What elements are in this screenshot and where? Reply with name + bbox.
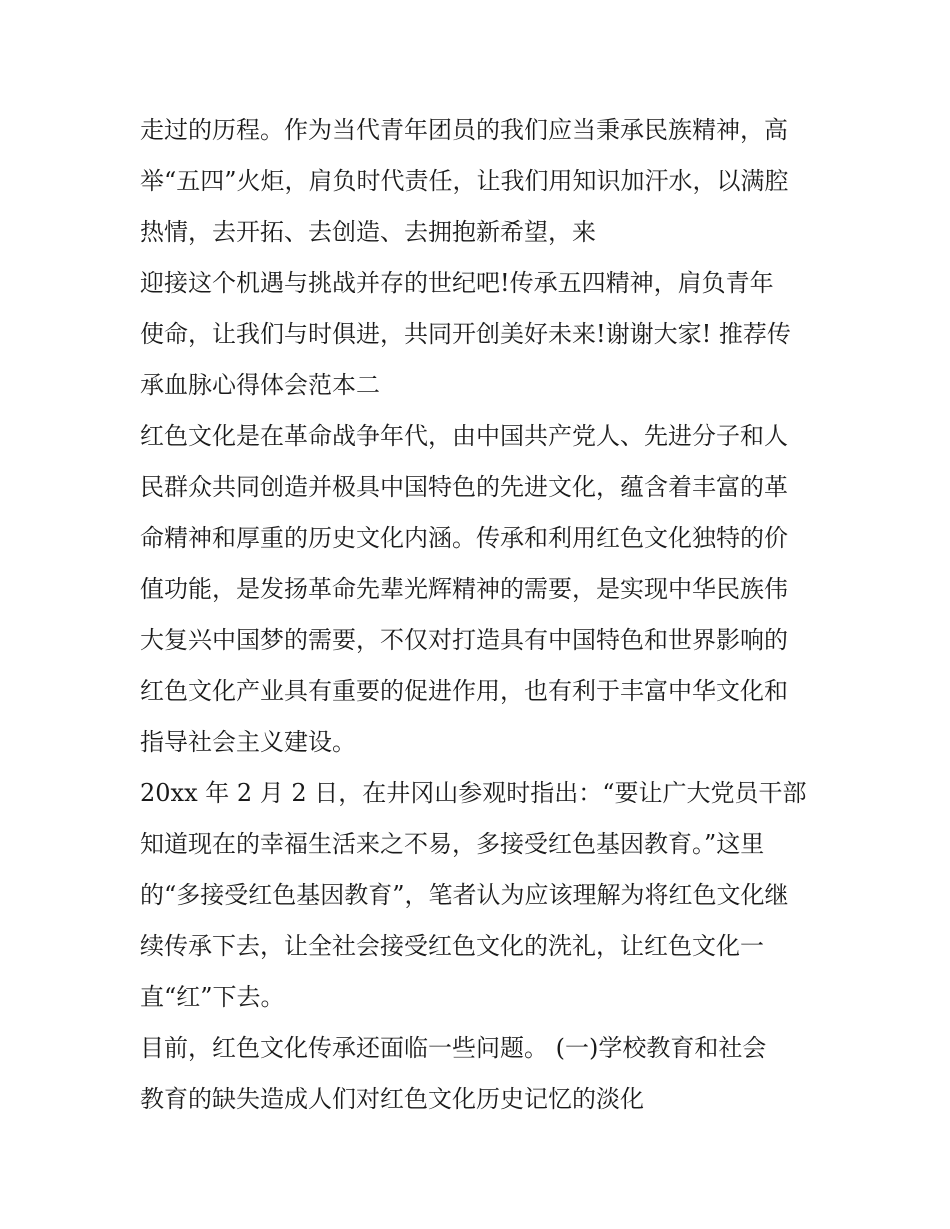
text-line-11: 大复兴中国梦的需要，不仅对打造具有中国特色和世界影响的 [140, 626, 788, 654]
text-line-7: 红色文化是在革命战争年代，由中国共产党人、先进分子和人 [140, 422, 788, 450]
text-line-2: 举“五四”火炬，肩负时代责任，让我们用知识加汗水，以满腔 [140, 167, 789, 195]
text-line-16: 的“多接受红色基因教育”，笔者认为应该理解为将红色文化继 [140, 881, 789, 909]
text-line-9: 命精神和厚重的历史文化内涵。传承和利用红色文化独特的价 [140, 524, 788, 552]
text-line-18: 直“红”下去。 [140, 983, 285, 1011]
text-line-17: 续传承下去，让全社会接受红色文化的洗礼，让红色文化一 [140, 932, 764, 960]
text-line-8: 民群众共同创造并极具中国特色的先进文化，蕴含着丰富的革 [140, 473, 788, 501]
text-line-14: 20xx 年 2 月 2 日，在井冈山参观时指出：“要让广大党员干部 [140, 779, 807, 807]
text-line-3: 热情，去开拓、去创造、去拥抱新希望，来 [140, 218, 596, 246]
body-text [140, 105, 820, 1125]
text-line-13: 指导社会主义建设。 [140, 728, 356, 756]
text-line-4: 迎接这个机遇与挑战并存的世纪吧!传承五四精神，肩负青年 [140, 269, 774, 297]
text-line-15: 知道现在的幸福生活来之不易，多接受红色基因教育。”这里 [140, 830, 765, 858]
text-line-6: 承血脉心得体会范本二 [140, 371, 380, 399]
text-line-19: 目前，红色文化传承还面临一些问题。 (一)学校教育和社会 [140, 1034, 767, 1062]
text-line-12: 红色文化产业具有重要的促进作用，也有利于丰富中华文化和 [140, 677, 788, 705]
text-line-1: 走过的历程。作为当代青年团员的我们应当秉承民族精神，高 [140, 116, 788, 144]
text-line-10: 值功能，是发扬革命先辈光辉精神的需要，是实现中华民族伟 [140, 575, 788, 603]
text-line-20: 教育的缺失造成人们对红色文化历史记忆的淡化 [140, 1085, 644, 1113]
text-line-5: 使命，让我们与时俱进，共同开创美好未来!谢谢大家! 推荐传 [140, 320, 791, 348]
